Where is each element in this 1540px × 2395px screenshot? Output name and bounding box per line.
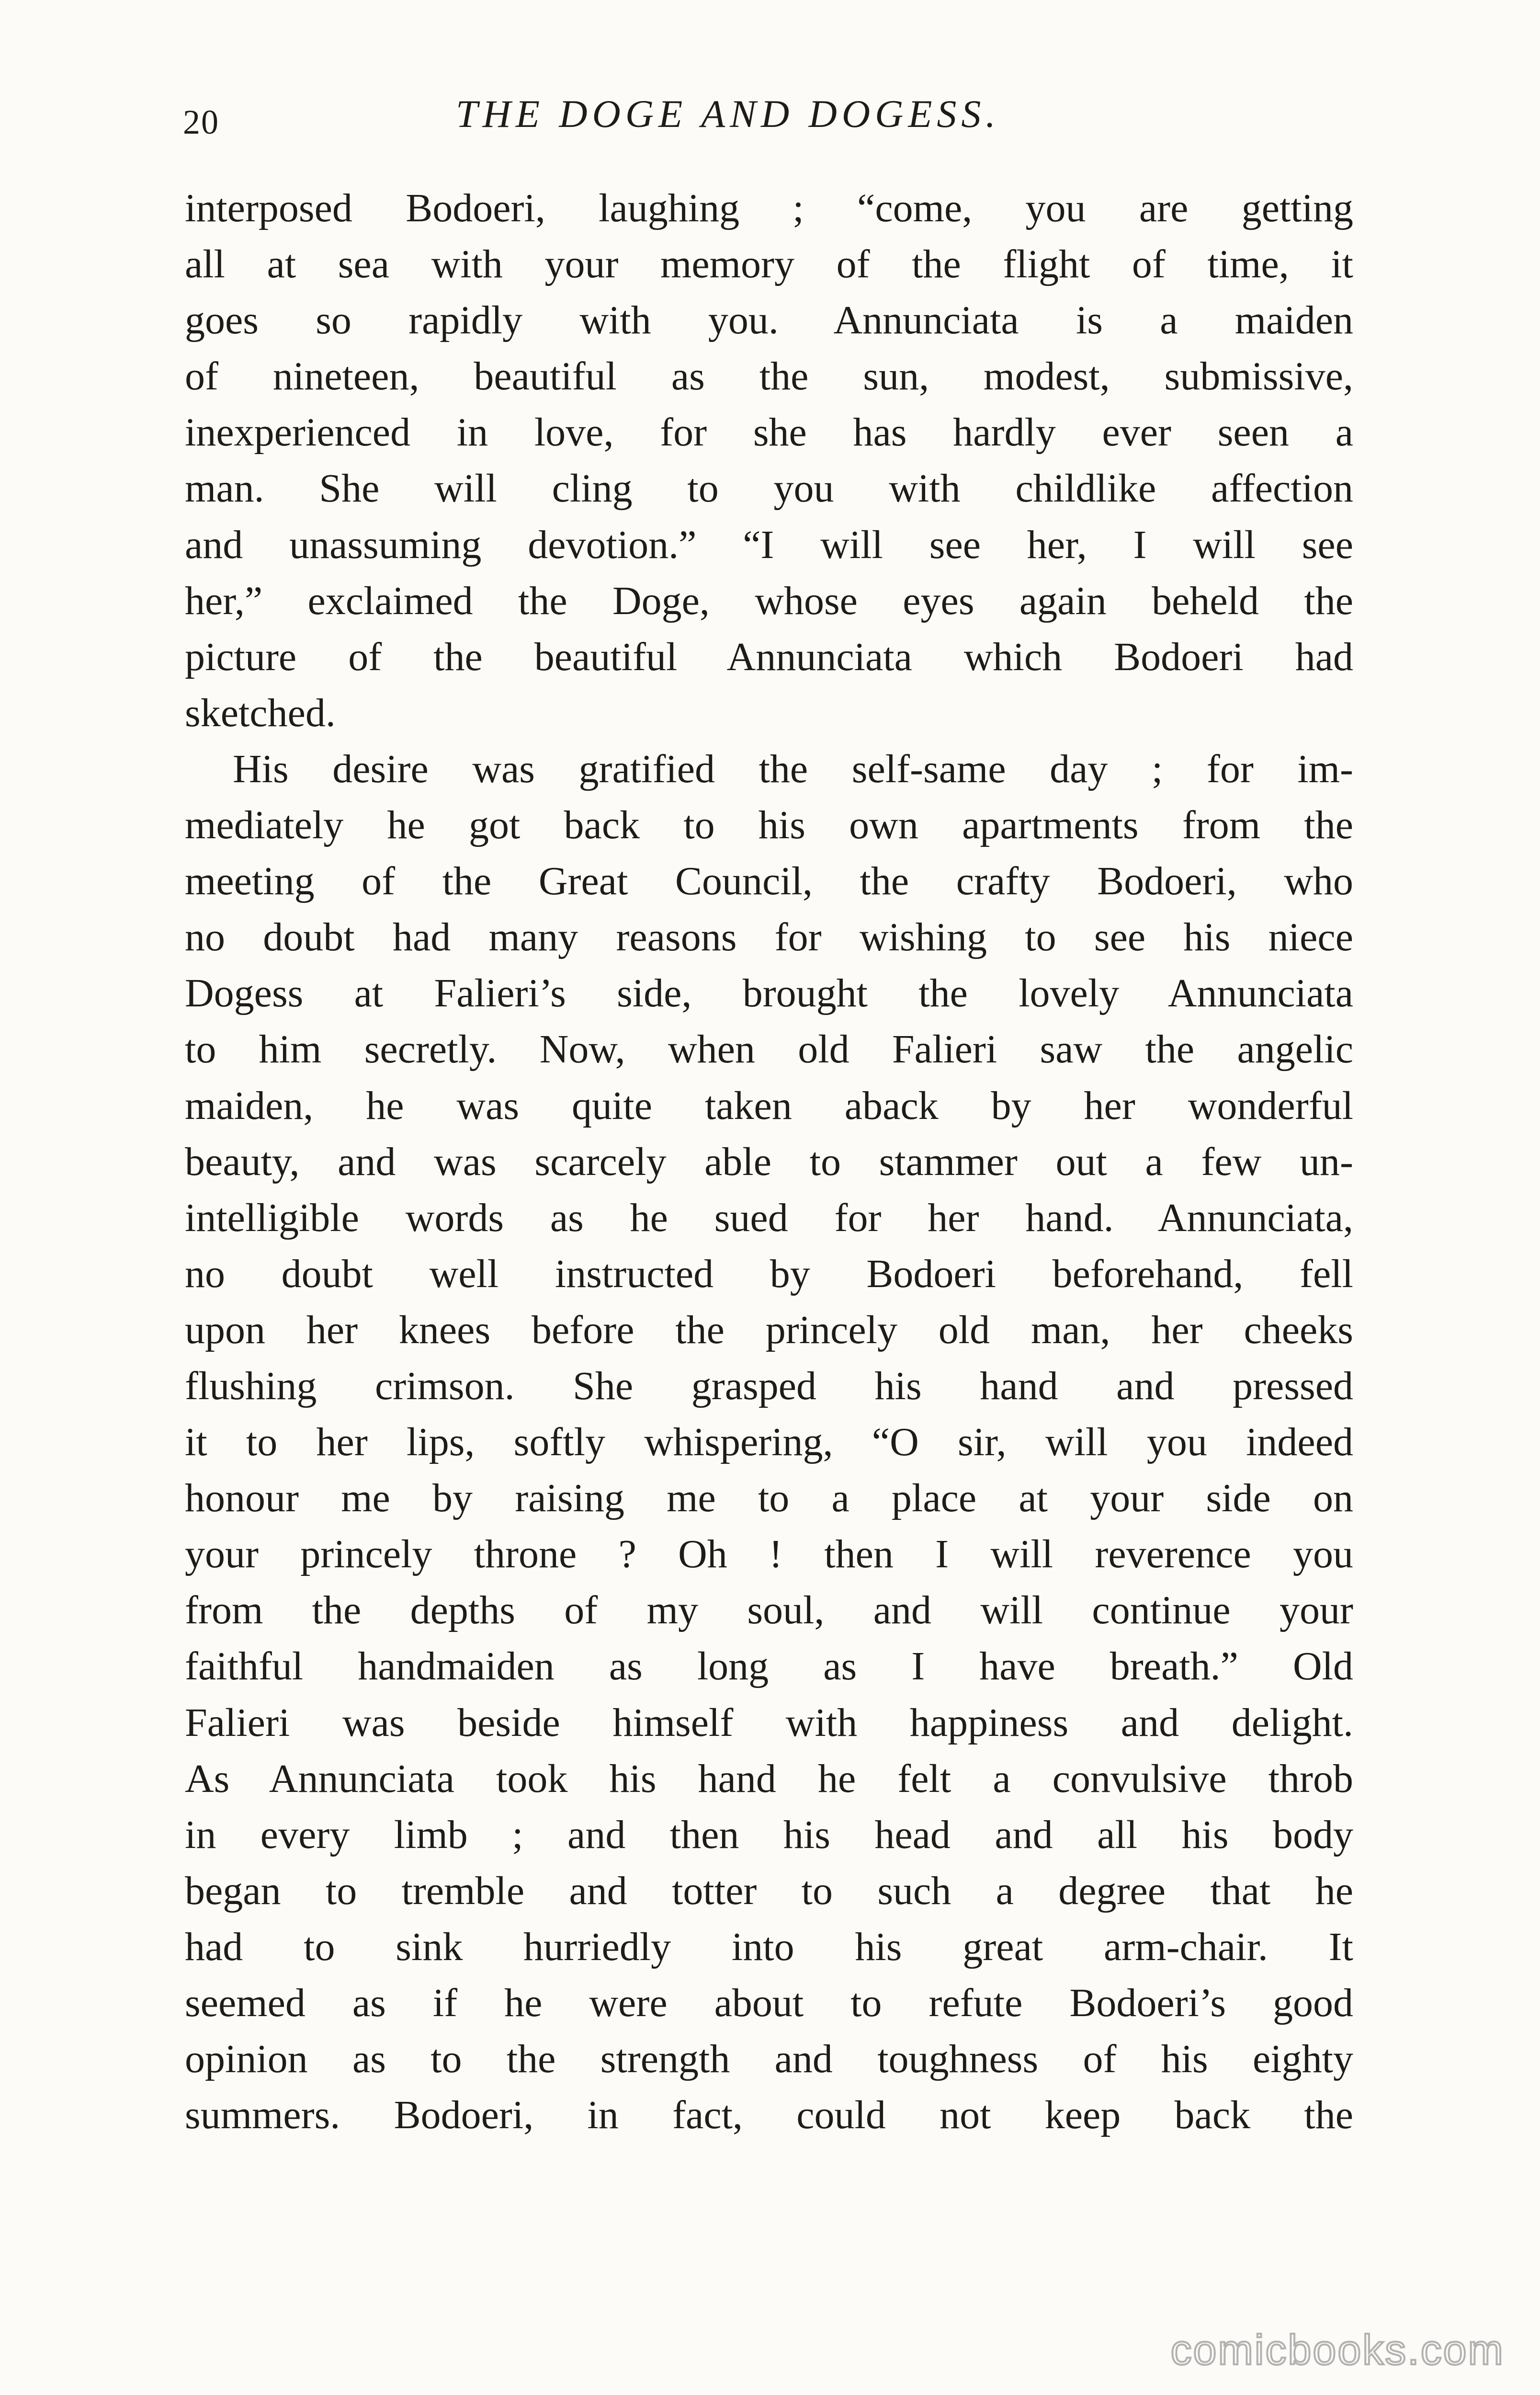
body-text <box>185 180 1353 2143</box>
text-line: meeting of the Great Council, the crafty Bodoeri, who <box>185 859 1353 904</box>
text-line: no doubt well instructed by Bodoeri beforehand, fell <box>185 1251 1353 1296</box>
text-line: summers. Bodoeri, in fact, could not keep back the <box>185 2093 1353 2138</box>
text-line: inexperienced in love, for she has hardly ever seen a <box>185 410 1353 455</box>
text-line: picture of the beautiful Annunciata which Bodoeri had <box>185 634 1353 679</box>
text-line: her,” exclaimed the Doge, whose eyes again beheld the <box>185 578 1353 623</box>
text-line: began to tremble and totter to such a degree that he <box>185 1868 1353 1913</box>
text-line: goes so rapidly with you. Annunciata is a maiden <box>185 298 1353 343</box>
text-line: Dogess at Falieri’s side, brought the lovely Annunciata <box>185 971 1353 1016</box>
running-head <box>183 91 1351 144</box>
text-line: had to sink hurriedly into his great arm-chair. It <box>185 1924 1353 1969</box>
text-line: seemed as if he were about to refute Bodoeri’s good <box>185 1981 1353 2025</box>
text-line: from the depths of my soul, and will continue your <box>185 1588 1353 1633</box>
text-line: opinion as to the strength and toughness of his eighty <box>185 2037 1353 2082</box>
text-line: all at sea with your memory of the flight of time, it <box>185 242 1353 287</box>
text-line: maiden, he was quite taken aback by her wonderful <box>185 1083 1353 1128</box>
text-line: it to her lips, softly whispering, “O sir, will you indeed <box>185 1420 1353 1465</box>
text-line: Falieri was beside himself with happiness and delight. <box>185 1700 1353 1745</box>
text-line: man. She will cling to you with childlike affection <box>185 466 1353 511</box>
text-line: interposed Bodoeri, laughing ; “come, you are getting <box>185 186 1353 230</box>
text-line: faithful handmaiden as long as I have breath.” Old <box>185 1644 1353 1689</box>
text-line: As Annunciata took his hand he felt a convulsive throb <box>185 1756 1353 1801</box>
text-line: your princely throne ? Oh ! then I will reverence you <box>185 1532 1353 1577</box>
text-line: upon her knees before the princely old man, her cheeks <box>185 1307 1353 1352</box>
text-line: His desire was gratified the self-same day ; for im- <box>233 746 1353 791</box>
text-line: mediately he got back to his own apartments from the <box>185 803 1353 848</box>
text-line: flushing crimson. She grasped his hand and pressed <box>185 1363 1353 1408</box>
text-line: of nineteen, beautiful as the sun, modest, submissive, <box>185 354 1353 399</box>
text-line: and unassuming devotion.” “I will see her, I will see <box>185 522 1353 567</box>
page-number: 20 <box>183 103 219 141</box>
text-line: to him secretly. Now, when old Falieri saw the angelic <box>185 1027 1353 1072</box>
text-line: no doubt had many reasons for wishing to see his niece <box>185 915 1353 960</box>
running-title: THE DOGE AND DOGESS. <box>456 92 1000 136</box>
text-line: sketched. <box>185 690 336 735</box>
text-line: in every limb ; and then his head and all his body <box>185 1812 1353 1857</box>
text-line: beauty, and was scarcely able to stammer out a few un- <box>185 1139 1353 1184</box>
text-line: intelligible words as he sued for her hand. Annunciata, <box>185 1195 1353 1240</box>
text-line: honour me by raising me to a place at your side on <box>185 1476 1353 1521</box>
watermark: comicbooks.com <box>1170 2326 1505 2373</box>
